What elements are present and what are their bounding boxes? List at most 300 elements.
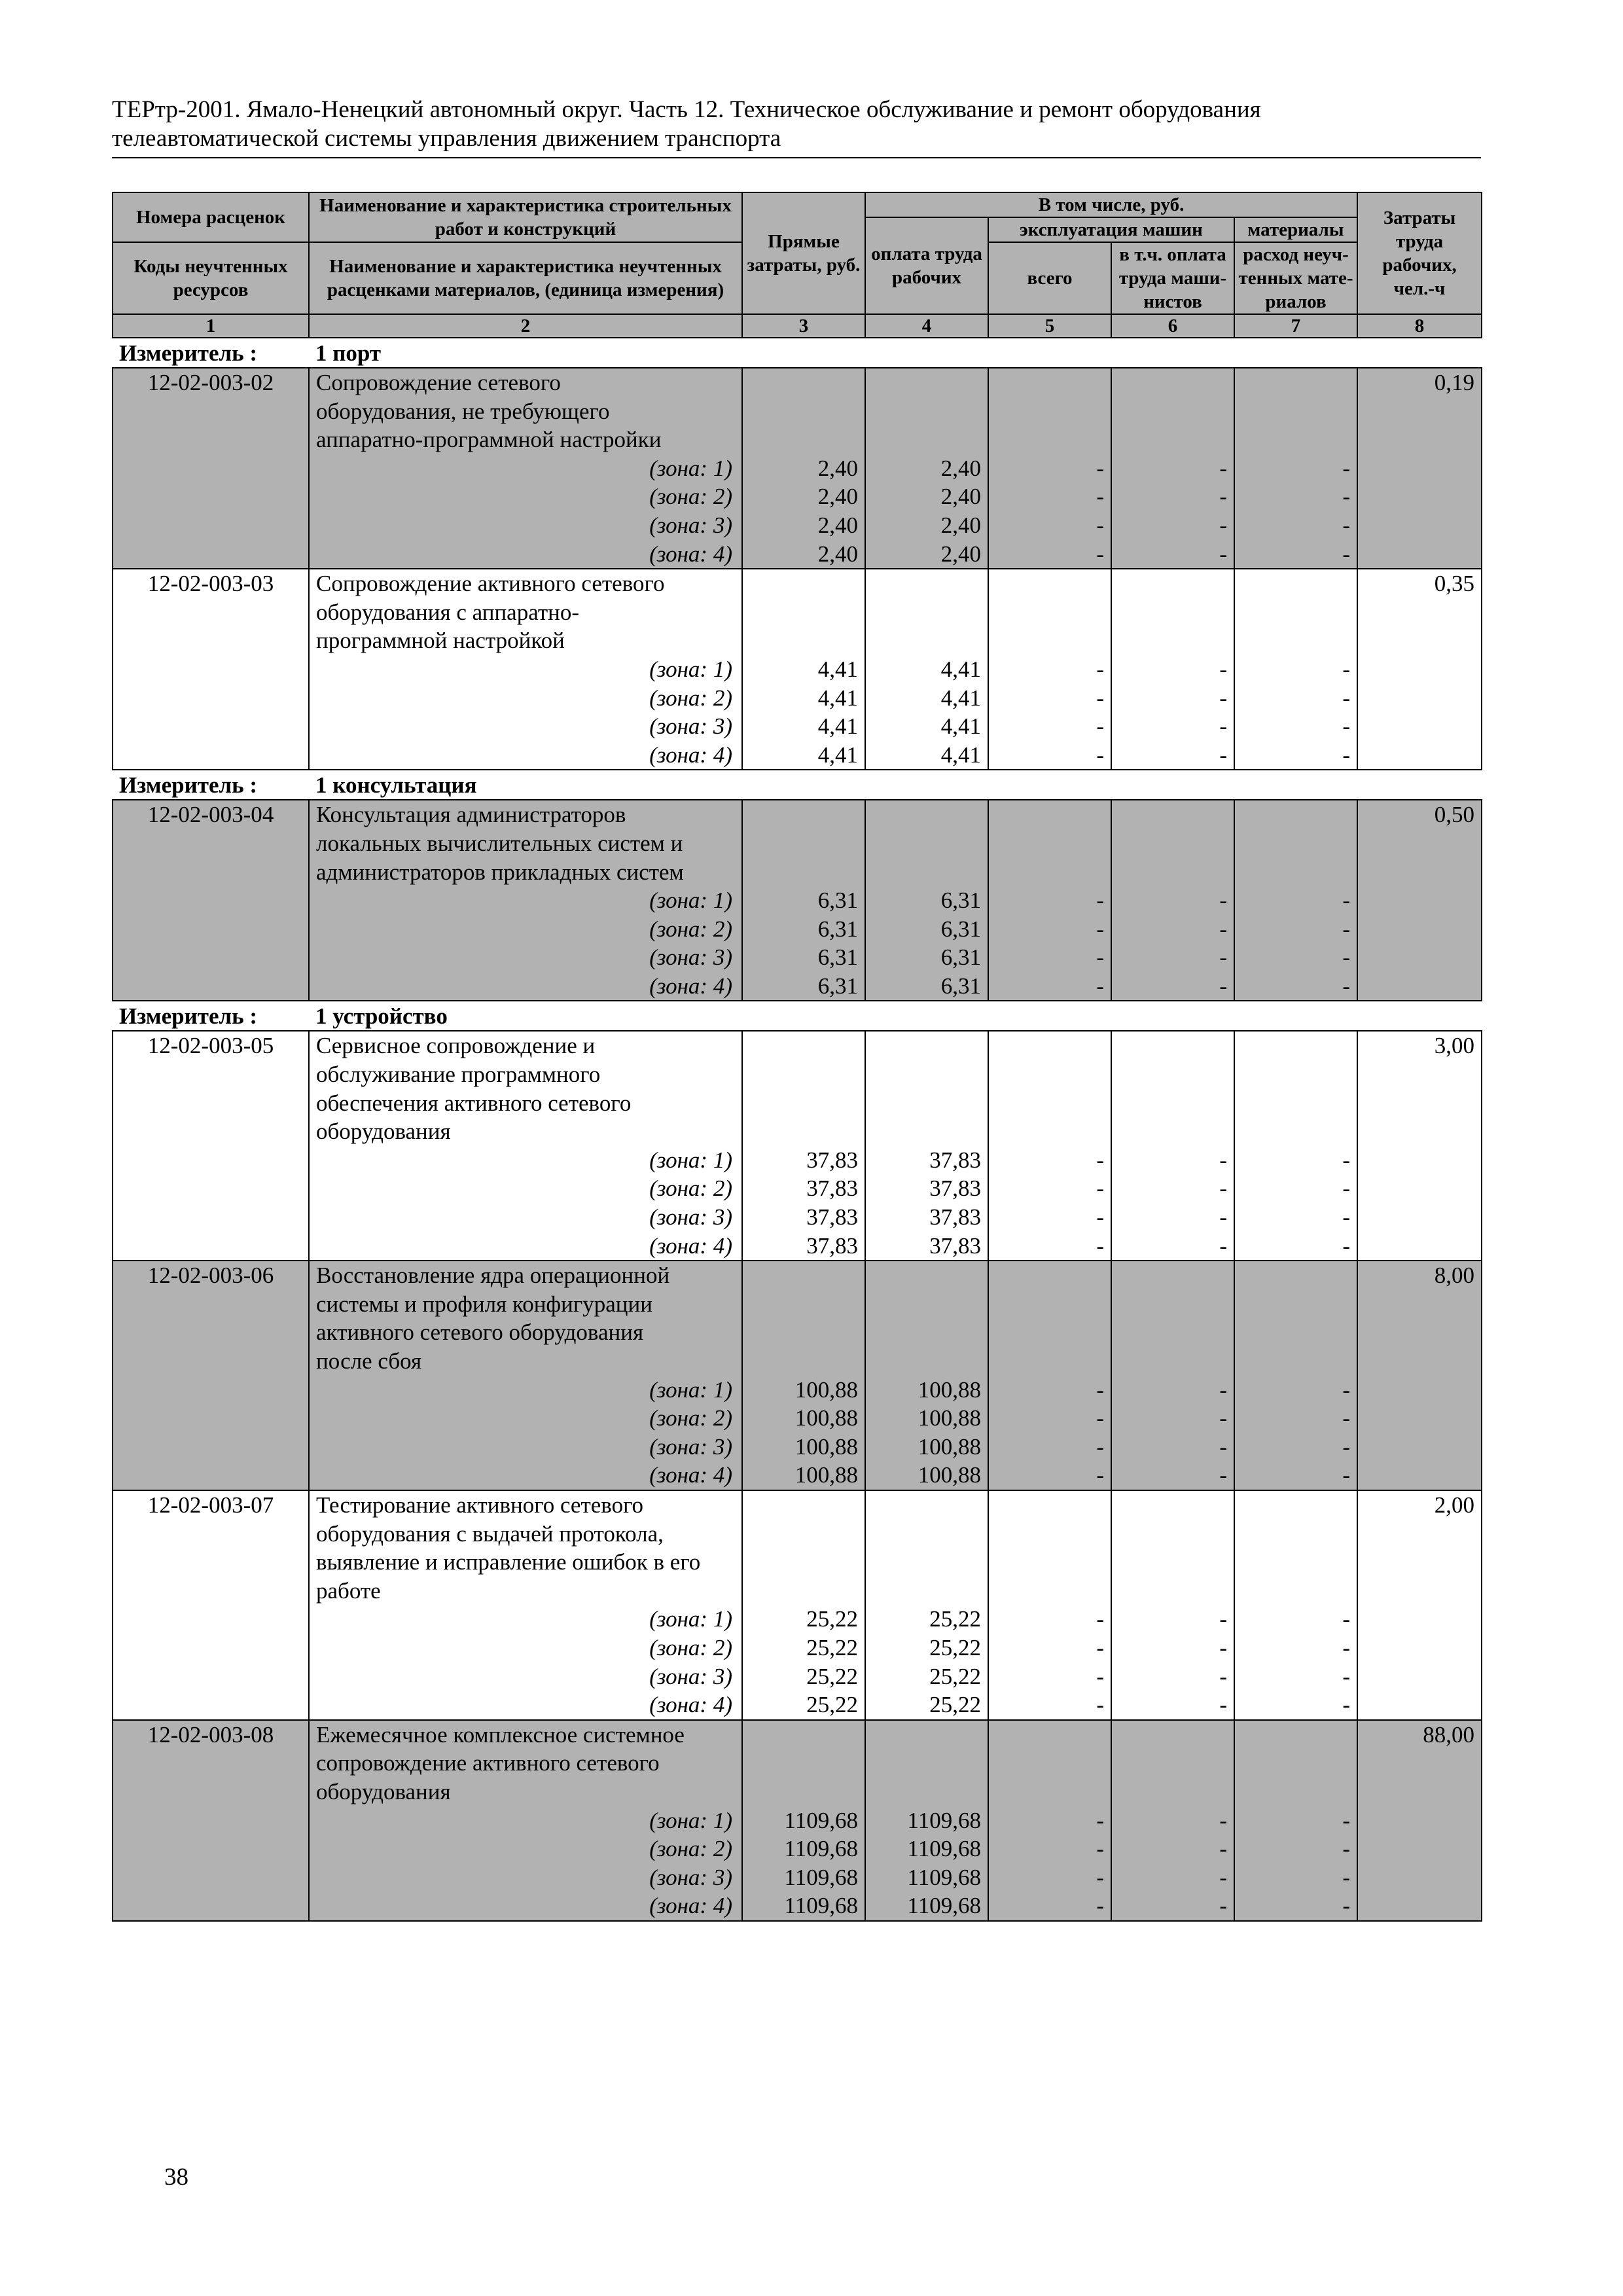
zone-row [113, 1461, 1482, 1490]
zone-row [113, 1892, 1482, 1921]
machinist-wage: - [1111, 1404, 1234, 1433]
empty-cell [1111, 800, 1234, 829]
col3-header: Прямые затраты, руб. [742, 192, 865, 314]
empty-cell [865, 1347, 988, 1376]
rate-code: 12-02-003-05 [113, 1031, 309, 1060]
machines-total: - [988, 482, 1111, 511]
empty-cell [113, 1806, 309, 1835]
empty-cell [113, 1548, 309, 1577]
machinist-wage: - [1111, 972, 1234, 1001]
col1-top-header: Номера расценок [113, 192, 309, 242]
rate-name-line: Восстановление ядра операционной [309, 1261, 742, 1290]
materials-cost: - [1234, 1203, 1357, 1232]
measure-row [113, 1001, 1482, 1031]
materials-cost: - [1234, 1433, 1357, 1462]
direct-cost: 37,83 [742, 1146, 865, 1175]
worker-wage: 4,41 [865, 655, 988, 684]
table-header [113, 192, 1482, 338]
materials-cost: - [1234, 1691, 1357, 1720]
rate-name-row [113, 1548, 1482, 1577]
labor-cost: 0,50 [1357, 800, 1482, 829]
empty-cell [1357, 626, 1482, 655]
materials-cost: - [1234, 712, 1357, 741]
col1-bottom-header: Коды неучтенных ресурсов [113, 242, 309, 314]
empty-cell [988, 598, 1111, 627]
zone-label: (зона: 3) [309, 712, 742, 741]
machines-total: - [988, 1232, 1111, 1261]
zone-label: (зона: 3) [309, 943, 742, 972]
materials-cost: - [1234, 1892, 1357, 1921]
empty-cell [988, 569, 1111, 598]
empty-cell [113, 397, 309, 426]
machinist-wage: - [1111, 1203, 1234, 1232]
rate-name-line: обеспечения активного сетевого [309, 1089, 742, 1118]
machinist-wage: - [1111, 482, 1234, 511]
empty-cell [113, 1146, 309, 1175]
direct-cost: 6,31 [742, 972, 865, 1001]
direct-cost: 4,41 [742, 684, 865, 713]
empty-cell [1357, 1060, 1482, 1089]
rate-name-row [113, 1577, 1482, 1605]
empty-cell [1234, 1347, 1357, 1376]
empty-cell [988, 1318, 1111, 1347]
empty-cell [1357, 1662, 1482, 1691]
rate-name-row [113, 1520, 1482, 1549]
worker-wage: 1109,68 [865, 1806, 988, 1835]
direct-cost: 37,83 [742, 1232, 865, 1261]
zone-label: (зона: 1) [309, 1146, 742, 1175]
direct-cost: 2,40 [742, 540, 865, 569]
direct-cost: 1109,68 [742, 1806, 865, 1835]
empty-cell [1357, 540, 1482, 569]
empty-cell [113, 540, 309, 569]
empty-cell [1357, 1089, 1482, 1118]
machinist-wage: - [1111, 1806, 1234, 1835]
empty-cell [1111, 1548, 1234, 1577]
rate-name-line: сопровождение активного сетевого [309, 1749, 742, 1778]
machines-total: - [988, 1835, 1111, 1863]
zone-row [113, 1174, 1482, 1203]
empty-cell [1234, 368, 1357, 397]
rate-name-row [113, 626, 1482, 655]
direct-cost: 25,22 [742, 1605, 865, 1634]
empty-cell [1234, 829, 1357, 858]
machinist-wage: - [1111, 915, 1234, 944]
rate-name-line: оборудования с выдачей протокола, [309, 1520, 742, 1549]
rate-code: 12-02-003-03 [113, 569, 309, 598]
empty-cell [1234, 1720, 1357, 1749]
machines-total: - [988, 1174, 1111, 1203]
empty-cell [742, 1720, 865, 1749]
empty-cell [113, 1577, 309, 1605]
machines-total: - [988, 1203, 1111, 1232]
empty-cell [742, 1347, 865, 1376]
zone-label: (зона: 4) [309, 972, 742, 1001]
col8-header: Затраты труда рабочих, чел.-ч [1357, 192, 1482, 314]
machinist-wage: - [1111, 684, 1234, 713]
measure-label: Измеритель : [113, 1001, 309, 1031]
direct-cost: 25,22 [742, 1662, 865, 1691]
worker-wage: 1109,68 [865, 1863, 988, 1892]
empty-cell [113, 712, 309, 741]
empty-cell [865, 598, 988, 627]
empty-cell [988, 1749, 1111, 1778]
col2-top-header: Наименование и характеристика строительных работ и конструкций [309, 192, 742, 242]
empty-cell [1357, 1634, 1482, 1662]
materials-cost: - [1234, 684, 1357, 713]
machines-total: - [988, 454, 1111, 483]
rate-code: 12-02-003-07 [113, 1490, 309, 1520]
rate-code: 12-02-003-06 [113, 1261, 309, 1290]
empty-cell [865, 1490, 988, 1520]
empty-cell [113, 425, 309, 454]
worker-wage: 37,83 [865, 1174, 988, 1203]
machinist-wage: - [1111, 1863, 1234, 1892]
rate-name-line: оборудования [309, 1117, 742, 1146]
rate-name-line: администраторов прикладных систем [309, 858, 742, 887]
zone-row [113, 943, 1482, 972]
machines-total: - [988, 1404, 1111, 1433]
direct-cost: 2,40 [742, 482, 865, 511]
rate-name-line: Тестирование активного сетевого [309, 1490, 742, 1520]
direct-cost: 2,40 [742, 454, 865, 483]
empty-cell [113, 1605, 309, 1634]
empty-cell [865, 1577, 988, 1605]
empty-cell [742, 626, 865, 655]
empty-cell [1234, 397, 1357, 426]
empty-cell [113, 1117, 309, 1146]
empty-cell [865, 1749, 988, 1778]
direct-cost: 37,83 [742, 1203, 865, 1232]
machines-total: - [988, 1605, 1111, 1634]
empty-cell [113, 655, 309, 684]
group-header: В том числе, руб. [865, 192, 1357, 217]
empty-cell [113, 1433, 309, 1462]
machines-total: - [988, 1634, 1111, 1662]
worker-wage: 25,22 [865, 1605, 988, 1634]
direct-cost: 25,22 [742, 1634, 865, 1662]
machines-total: - [988, 1806, 1111, 1835]
machinist-wage: - [1111, 1461, 1234, 1490]
empty-cell [1357, 943, 1482, 972]
zone-row [113, 1662, 1482, 1691]
empty-cell [988, 1720, 1111, 1749]
rate-name-line: выявление и исправление ошибок в его [309, 1548, 742, 1577]
rate-name-row [113, 1290, 1482, 1319]
empty-cell [1234, 1031, 1357, 1060]
column-number: 6 [1111, 314, 1234, 338]
col2-bottom-header: Наименование и характеристика неучтенных расценками материалов, (единица измерения) [309, 242, 742, 314]
empty-cell [1111, 1577, 1234, 1605]
empty-cell [1234, 858, 1357, 887]
empty-cell [1234, 1089, 1357, 1118]
worker-wage: 25,22 [865, 1662, 988, 1691]
zone-label: (зона: 2) [309, 1835, 742, 1863]
col6-header: в т.ч. оплата труда маши-нистов [1111, 242, 1234, 314]
empty-cell [742, 1290, 865, 1319]
worker-wage: 6,31 [865, 886, 988, 915]
empty-cell [1357, 858, 1482, 887]
empty-cell [742, 1089, 865, 1118]
worker-wage: 37,83 [865, 1146, 988, 1175]
empty-cell [113, 972, 309, 1001]
empty-cell [1357, 1892, 1482, 1921]
zone-row [113, 540, 1482, 569]
empty-cell [865, 1261, 988, 1290]
materials-cost: - [1234, 1146, 1357, 1175]
empty-cell [1234, 598, 1357, 627]
empty-cell [113, 1662, 309, 1691]
empty-cell [1234, 1749, 1357, 1778]
col4-header: оплата труда рабочих [865, 217, 988, 314]
rates-table [112, 192, 1482, 1922]
empty-cell [113, 1376, 309, 1405]
empty-cell [742, 425, 865, 454]
zone-row [113, 712, 1482, 741]
empty-cell [1357, 1548, 1482, 1577]
empty-cell [865, 1290, 988, 1319]
rate-name-row [113, 800, 1482, 829]
column-number: 5 [988, 314, 1111, 338]
empty-cell [865, 1060, 988, 1089]
empty-cell [1357, 1174, 1482, 1203]
zone-label: (зона: 2) [309, 915, 742, 944]
machines-total: - [988, 972, 1111, 1001]
rate-code: 12-02-003-08 [113, 1720, 309, 1749]
zone-label: (зона: 2) [309, 684, 742, 713]
column-number: 8 [1357, 314, 1482, 338]
rate-name-row [113, 1720, 1482, 1749]
materials-cost: - [1234, 655, 1357, 684]
zone-row [113, 454, 1482, 483]
empty-cell [1357, 1117, 1482, 1146]
labor-cost: 2,00 [1357, 1490, 1482, 1520]
empty-cell [988, 425, 1111, 454]
empty-cell [1234, 1117, 1357, 1146]
empty-cell [113, 1318, 309, 1347]
zone-label: (зона: 2) [309, 1634, 742, 1662]
empty-cell [113, 1634, 309, 1662]
empty-cell [988, 1261, 1111, 1290]
zone-row [113, 1835, 1482, 1863]
empty-cell [1357, 1605, 1482, 1634]
empty-cell [1111, 1117, 1234, 1146]
materials-cost: - [1234, 454, 1357, 483]
rate-name-row [113, 397, 1482, 426]
zone-label: (зона: 3) [309, 511, 742, 540]
empty-cell [1234, 1577, 1357, 1605]
zone-label: (зона: 2) [309, 1404, 742, 1433]
worker-wage: 100,88 [865, 1433, 988, 1462]
column-number: 2 [309, 314, 742, 338]
empty-cell [1111, 1520, 1234, 1549]
empty-cell [865, 368, 988, 397]
empty-cell [742, 1261, 865, 1290]
rate-name-row [113, 1060, 1482, 1089]
header-line-1: ТЕРтр-2001. Ямало-Ненецкий автономный округ. Часть 12. Техническое обслуживание и ремонт оборудования [112, 96, 1261, 123]
worker-wage: 2,40 [865, 454, 988, 483]
empty-cell [1111, 397, 1234, 426]
materials-cost: - [1234, 886, 1357, 915]
empty-cell [1111, 626, 1234, 655]
zone-label: (зона: 1) [309, 655, 742, 684]
empty-cell [1357, 915, 1482, 944]
machines-total: - [988, 886, 1111, 915]
empty-cell [1111, 1720, 1234, 1749]
labor-cost: 88,00 [1357, 1720, 1482, 1749]
materials-cost: - [1234, 1863, 1357, 1892]
machinist-wage: - [1111, 454, 1234, 483]
rate-name-row [113, 598, 1482, 627]
rate-name-row [113, 858, 1482, 887]
empty-cell [1111, 1778, 1234, 1806]
machinist-wage: - [1111, 1605, 1234, 1634]
zone-label: (зона: 4) [309, 540, 742, 569]
empty-cell [1357, 1461, 1482, 1490]
direct-cost: 100,88 [742, 1433, 865, 1462]
empty-cell [865, 569, 988, 598]
empty-cell [1234, 1318, 1357, 1347]
empty-cell [1111, 1490, 1234, 1520]
empty-cell [113, 1232, 309, 1261]
empty-cell [113, 1778, 309, 1806]
machines-total: - [988, 1863, 1111, 1892]
machines-total: - [988, 1376, 1111, 1405]
zone-row [113, 1634, 1482, 1662]
empty-cell [1234, 1548, 1357, 1577]
zone-row [113, 886, 1482, 915]
empty-cell [1357, 886, 1482, 915]
zone-row [113, 1806, 1482, 1835]
direct-cost: 1109,68 [742, 1835, 865, 1863]
machines-total: - [988, 1892, 1111, 1921]
empty-cell [1111, 425, 1234, 454]
rate-name-line: системы и профиля конфигурации [309, 1290, 742, 1319]
empty-cell [1357, 829, 1482, 858]
empty-cell [1234, 1778, 1357, 1806]
labor-cost: 3,00 [1357, 1031, 1482, 1060]
rate-name-line: программной настройкой [309, 626, 742, 655]
empty-cell [113, 1520, 309, 1549]
empty-cell [1111, 829, 1234, 858]
empty-cell [113, 626, 309, 655]
zone-label: (зона: 4) [309, 741, 742, 770]
zone-row [113, 1863, 1482, 1892]
machines-total: - [988, 684, 1111, 713]
machines-total: - [988, 1146, 1111, 1175]
empty-cell [742, 1490, 865, 1520]
machinist-wage: - [1111, 741, 1234, 770]
rate-name-line: Сервисное сопровождение и [309, 1031, 742, 1060]
empty-cell [988, 829, 1111, 858]
empty-cell [742, 1548, 865, 1577]
empty-cell [865, 626, 988, 655]
empty-cell [865, 1520, 988, 1549]
measure-row [113, 770, 1482, 800]
direct-cost: 4,41 [742, 712, 865, 741]
zone-row [113, 684, 1482, 713]
materials-cost: - [1234, 1634, 1357, 1662]
worker-wage: 6,31 [865, 943, 988, 972]
zone-row [113, 1146, 1482, 1175]
empty-cell [1357, 1347, 1482, 1376]
empty-cell [742, 829, 865, 858]
empty-cell [113, 741, 309, 770]
rate-name-line: после сбоя [309, 1347, 742, 1376]
rate-name-line: Ежемесячное комплексное системное [309, 1720, 742, 1749]
materials-cost: - [1234, 1662, 1357, 1691]
empty-cell [113, 511, 309, 540]
rate-name-line: активного сетевого оборудования [309, 1318, 742, 1347]
empty-cell [865, 397, 988, 426]
worker-wage: 6,31 [865, 972, 988, 1001]
worker-wage: 100,88 [865, 1376, 988, 1405]
empty-cell [1357, 1290, 1482, 1319]
empty-cell [1357, 1863, 1482, 1892]
empty-cell [1357, 1577, 1482, 1605]
empty-cell [1111, 858, 1234, 887]
machinist-wage: - [1111, 1662, 1234, 1691]
rate-name-row [113, 1117, 1482, 1146]
rate-name-row [113, 1261, 1482, 1290]
labor-cost: 8,00 [1357, 1261, 1482, 1290]
empty-cell [113, 1347, 309, 1376]
machines-total: - [988, 915, 1111, 944]
empty-cell [113, 1835, 309, 1863]
materials-cost: - [1234, 741, 1357, 770]
empty-cell [988, 858, 1111, 887]
empty-cell [1111, 1318, 1234, 1347]
empty-cell [1357, 482, 1482, 511]
empty-cell [865, 800, 988, 829]
empty-cell [1357, 1232, 1482, 1261]
empty-cell [988, 1031, 1111, 1060]
worker-wage: 2,40 [865, 540, 988, 569]
worker-wage: 100,88 [865, 1461, 988, 1490]
rate-name-row [113, 1347, 1482, 1376]
empty-cell [742, 1060, 865, 1089]
rate-name-line: оборудования, не требующего [309, 397, 742, 426]
empty-cell [1357, 1433, 1482, 1462]
zone-label: (зона: 1) [309, 1806, 742, 1835]
empty-cell [865, 1117, 988, 1146]
zone-label: (зона: 4) [309, 1232, 742, 1261]
empty-cell [1357, 454, 1482, 483]
materials-cost: - [1234, 1232, 1357, 1261]
empty-cell [1234, 425, 1357, 454]
machines-total: - [988, 540, 1111, 569]
direct-cost: 25,22 [742, 1691, 865, 1720]
machinist-wage: - [1111, 1146, 1234, 1175]
labor-cost: 0,19 [1357, 368, 1482, 397]
empty-cell [988, 1520, 1111, 1549]
empty-cell [1111, 1060, 1234, 1089]
machinist-wage: - [1111, 1634, 1234, 1662]
materials-header: материалы [1234, 217, 1357, 242]
empty-cell [1357, 972, 1482, 1001]
zone-label: (зона: 1) [309, 454, 742, 483]
measure-value: 1 порт [309, 338, 1482, 368]
empty-cell [113, 1461, 309, 1490]
empty-cell [1234, 1290, 1357, 1319]
column-number: 3 [742, 314, 865, 338]
direct-cost: 100,88 [742, 1461, 865, 1490]
zone-row [113, 1232, 1482, 1261]
rate-name-line: Сопровождение сетевого [309, 368, 742, 397]
empty-cell [113, 943, 309, 972]
materials-cost: - [1234, 1461, 1357, 1490]
empty-cell [742, 1749, 865, 1778]
